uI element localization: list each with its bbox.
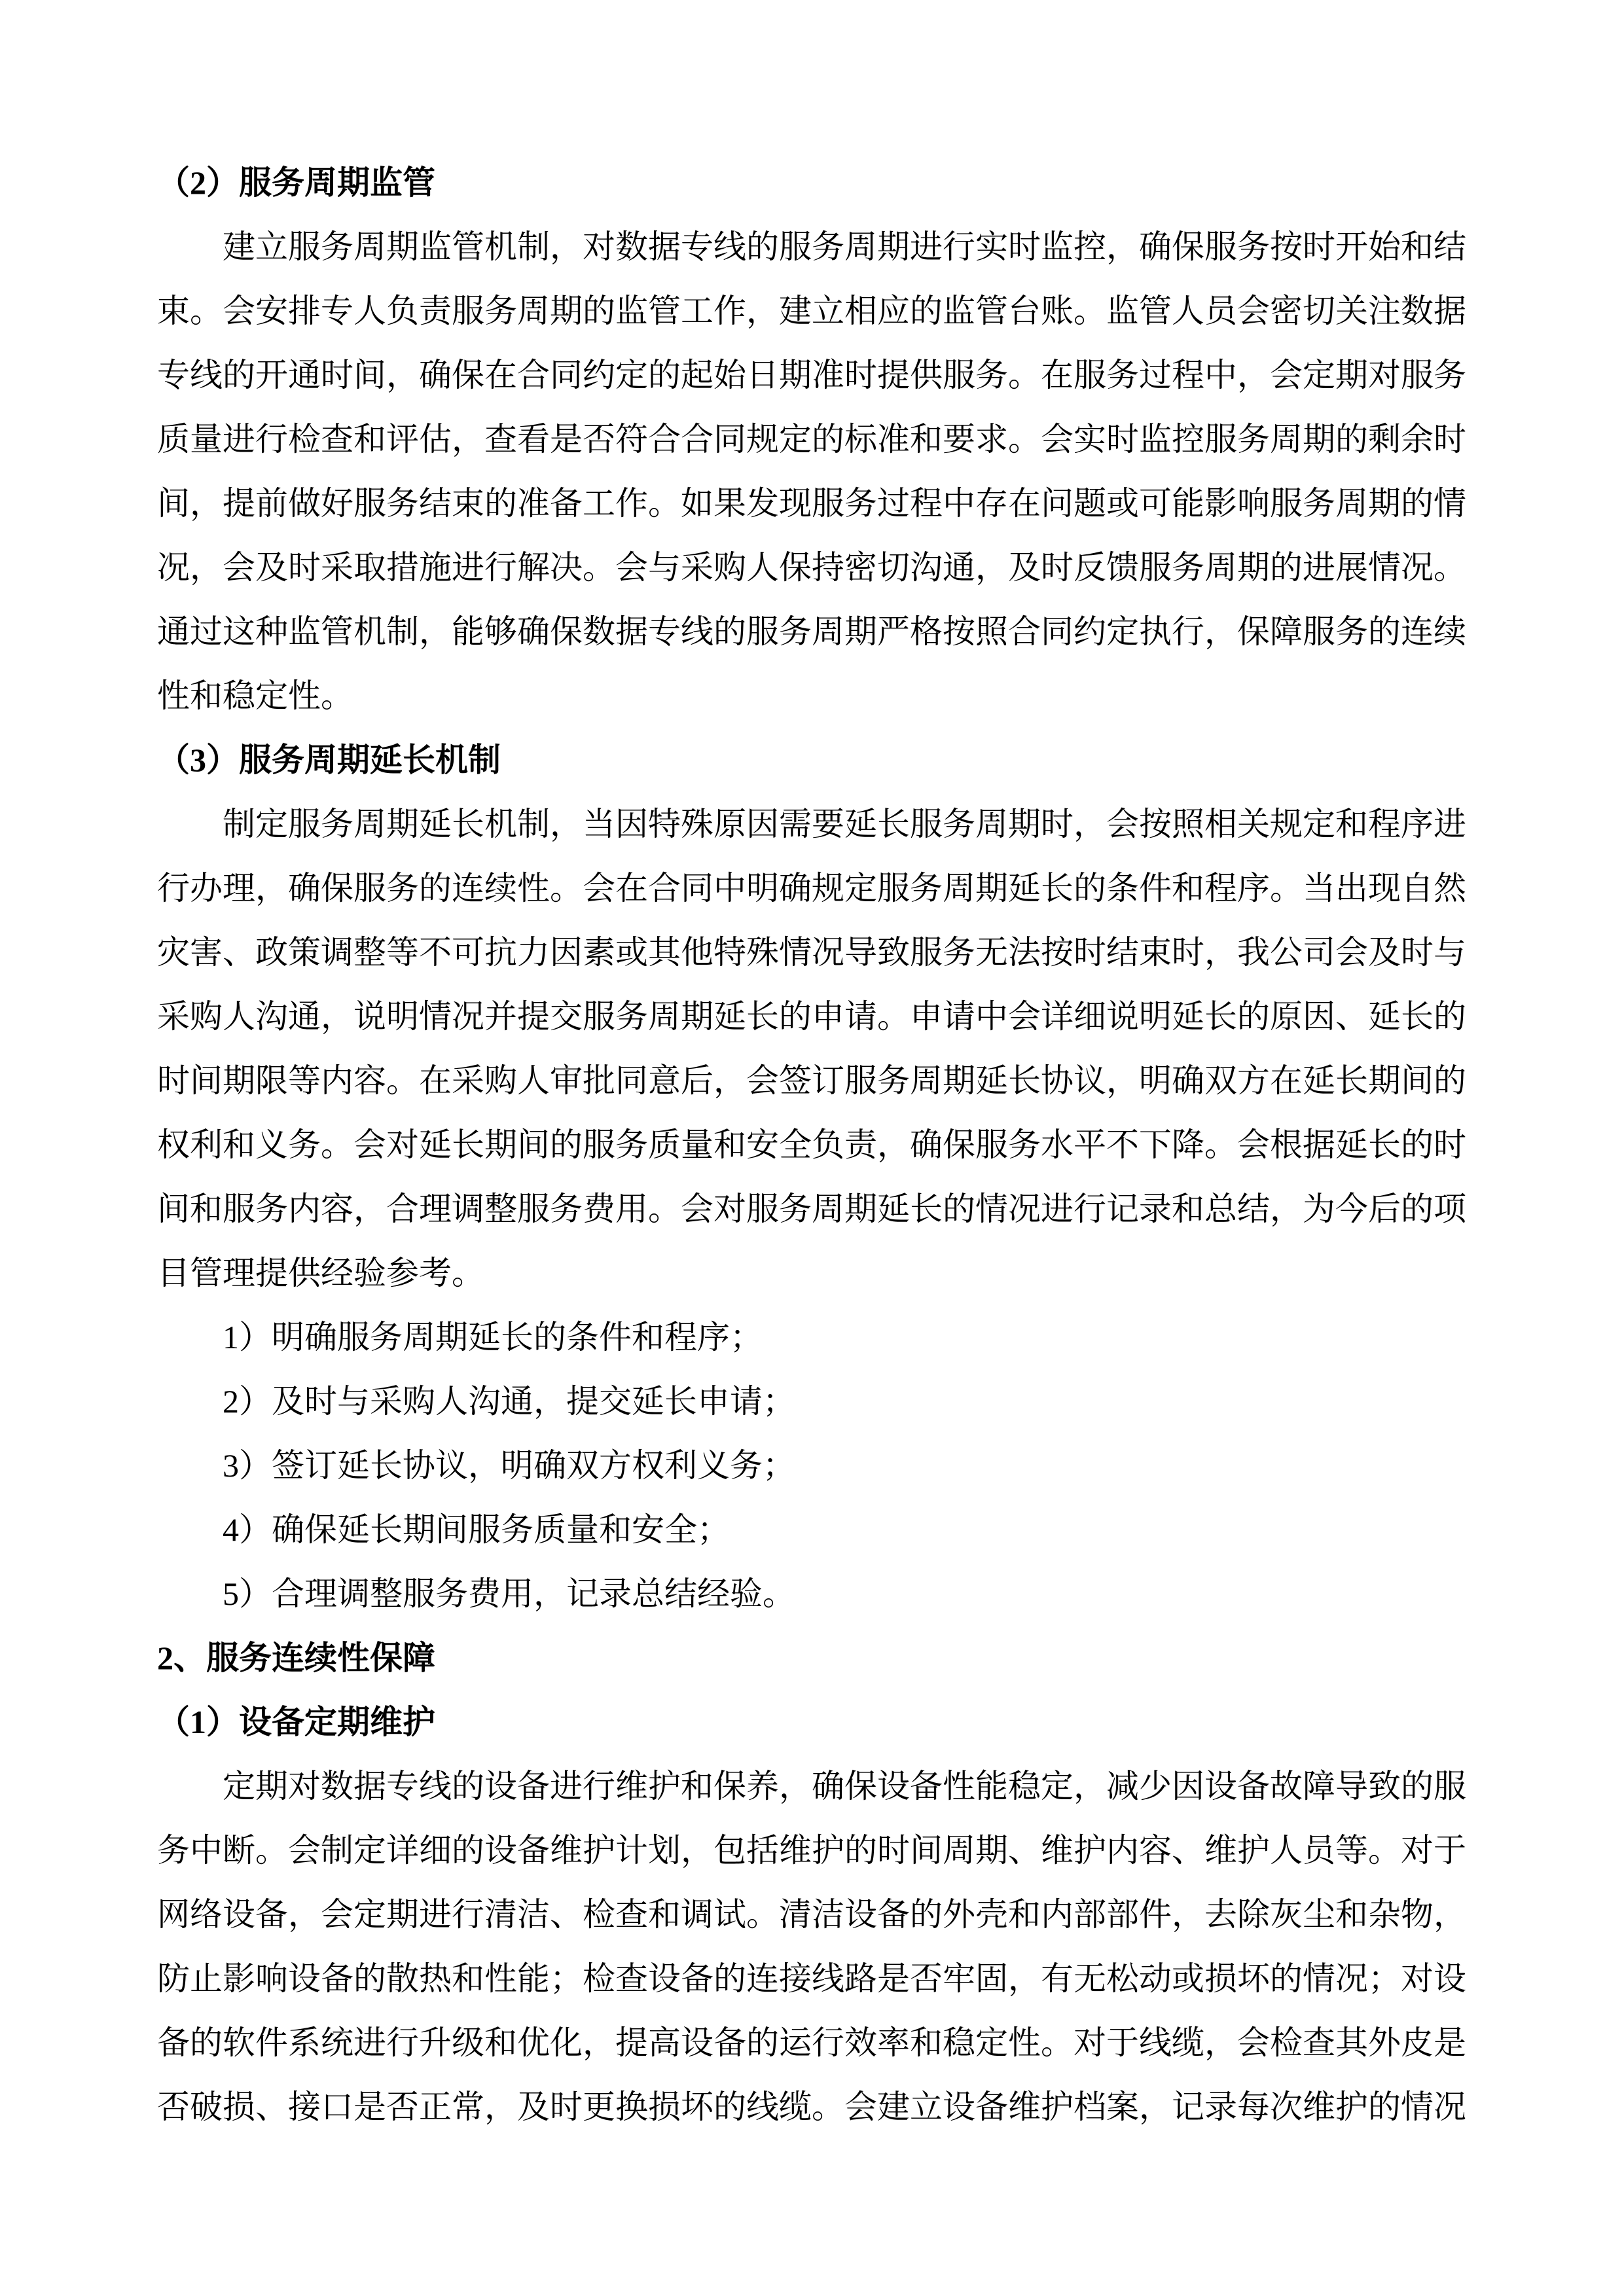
paragraph-equipment-regular-maintenance: 定期对数据专线的设备进行维护和保养，确保设备性能稳定，减少因设备故障导致的服务中断。会制定详细的设备维护计划，包括维护的时间周期、维护内容、维护人员等。对于网络设备，会定期进行清洁、检查和调试。清洁设备的外壳和内部部件，去除灰尘和杂物，防止影响设备的散热和性能；检查设备的连接线路是否牢固，有无松动或损坏的情况；对设备的软件系统进行升级和优化，提高设备的运行效率和稳定性。对于线缆，会检查其外皮是否破损、接口是否正常，及时更换损坏的线缆。会建立设备维护档案，记录每次维护的情况 (157, 1768, 1466, 2125)
numbered-heading-service-continuity-guarantee: 2、服务连续性保障 (157, 1640, 435, 1676)
paragraph-service-period-supervision: 建立服务周期监管机制，对数据专线的服务周期进行实时监控，确保服务按时开始和结束。会安排专人负责服务周期的监管工作，建立相应的监管台账。监管人员会密切关注数据专线的开通时间，确保在合同约定的起始日期准时提供服务。在服务过程中，会定期对服务质量进行检查和评估，查看是否符合合同规定的标准和要求。会实时监控服务周期的剩余时间，提前做好服务结束的准备工作。如果发现服务过程中存在问题或可能影响服务周期的情况，会及时采取措施进行解决。会与采购人保持密切沟通，及时反馈服务周期的进展情况。通过这种监管机制，能够确保数据专线的服务周期严格按照合同约定执行，保障服务的连续性和稳定性。 (157, 228, 1466, 714)
list-item-5: 5）合理调整服务费用，记录总结经验。 (223, 1575, 795, 1612)
list-item-2: 2）及时与采购人沟通，提交延长申请； (223, 1383, 795, 1420)
paragraph-service-period-extension-mechanism: 制定服务周期延长机制，当因特殊原因需要延长服务周期时，会按照相关规定和程序进行办理，确保服务的连续性。会在合同中明确规定服务周期延长的条件和程序。当出现自然灾害、政策调整等不可抗力因素或其他特殊情况导致服务无法按时结束时，我公司会及时与采购人沟通，说明情况并提交服务周期延长的申请。申请中会详细说明延长的原因、延长的时间期限等内容。在采购人审批同意后，会签订服务周期延长协议，明确双方在延长期间的权利和义务。会对延长期间的服务质量和安全负责，确保服务水平不下降。会根据延长的时间和服务内容，合理调整服务费用。会对服务周期延长的情况进行记录和总结，为今后的项目管理提供经验参考。 (157, 806, 1466, 1291)
list-item-3: 3）签订延长协议，明确双方权利义务； (223, 1447, 795, 1484)
subheading-service-period-extension-mechanism: （3）服务周期延长机制 (157, 742, 501, 778)
list-item-1: 1）明确服务周期延长的条件和程序； (223, 1319, 763, 1355)
list-item-4: 4）确保延长期间服务质量和安全； (223, 1511, 730, 1548)
subheading-service-period-supervision: （2）服务周期监管 (157, 164, 435, 201)
subheading-equipment-regular-maintenance: （1）设备定期维护 (157, 1704, 435, 1740)
